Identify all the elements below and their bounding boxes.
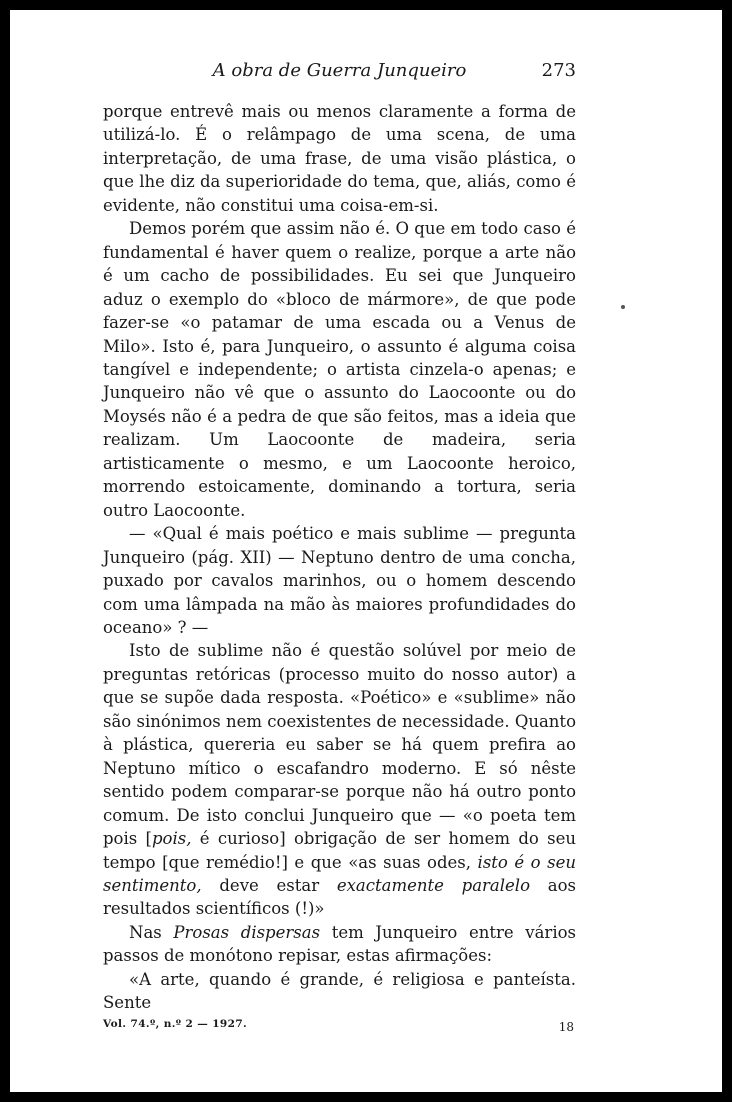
signature-number: 18 <box>558 1019 574 1034</box>
paragraph <box>103 968 576 1015</box>
text-run: aos resultados scientíficos (!)» <box>103 875 576 919</box>
text-run: Isto de sublime não é questão solúvel por meio de preguntas retóricas (processo muito do nosso autor) a que se supõe dada resposta. «Poético» e «sublime» não são sinónimos nem coexistentes de necessidade. Quanto à plástica, quereria eu saber se há quem prefira ao Neptuno mítico o escafandro moderno. E só nêste sentido podem comparar-se porque não há outro ponto comum. De isto conclui Junqueiro que — «o poeta tem pois [ <box>103 641 576 849</box>
paragraph <box>103 217 576 522</box>
text-run: porque entrevê mais ou menos claramente a forma de utilizá-lo. É o relâmpago de uma scena, de uma interpretação, de uma frase, de uma visão plástica, o que lhe diz da superioridade do tema, que, aliás, como é evidente, não constitui uma coisa-em-si. <box>103 102 576 215</box>
italic-run: Prosas dispersas <box>173 922 321 942</box>
volume-signature: Vol. 74.º, n.º 2 — 1927. <box>103 1017 248 1030</box>
paragraph <box>103 522 576 639</box>
paragraph <box>103 100 576 217</box>
running-title: A obra de Guerra Junqueiro <box>212 60 467 81</box>
text-run: — «Qual é mais poético e mais sublime — pregunta Junqueiro (pág. XII) — Neptuno dentro de uma concha, puxado por cavalos marinhos, ou o homem descendo com uma lâmpada na mão às maiores profundidades do oceano» ? — <box>103 524 576 637</box>
text-run: tem Junqueiro entre vários passos de monótono repisar, estas afirmações: <box>103 922 577 966</box>
page-header <box>103 60 576 100</box>
ink-speck <box>621 305 625 309</box>
text-run: Demos porém que assim não é. O que em todo caso é fundamental é haver quem o realize, porque a arte não é um cacho de possibilidades. Eu sei que Junqueiro aduz o exemplo do «bloco de mármore», de que pode fazer-se «o patamar de uma escada ou a Venus de Milo». Isto é, para Junqueiro, o assunto é alguma coisa tangível e independente; o artista cinzela-o apenas; e Junqueiro não vê que o assunto do Laocoonte ou do Moysés não é a pedra de que são feitos, mas a ideia que realizam. Um Laocoonte de madeira, seria artisticamente o mesmo, e um Laocoonte heroico, morrendo estoicamente, dominando a tortura, seria outro Laocoonte. <box>103 219 576 520</box>
text-run: Nas <box>129 922 174 942</box>
page-footer <box>103 1018 576 1044</box>
text-run: «A arte, quando é grande, é religiosa e panteísta. Sente <box>103 969 576 1013</box>
paragraph <box>103 921 576 968</box>
italic-run: pois, <box>151 829 192 849</box>
book-page <box>103 60 576 1044</box>
text-run: deve estar <box>201 875 337 895</box>
page-number: 273 <box>541 60 576 81</box>
text-run: é curioso] obrigação de ser homem do seu tempo [que remédio!] e que «as suas odes, <box>103 829 576 872</box>
italic-run: isto é o seu sentimento, <box>103 852 576 895</box>
paragraph <box>103 639 576 920</box>
italic-run: exactamente paralelo <box>336 875 531 895</box>
body-text <box>103 100 576 1015</box>
